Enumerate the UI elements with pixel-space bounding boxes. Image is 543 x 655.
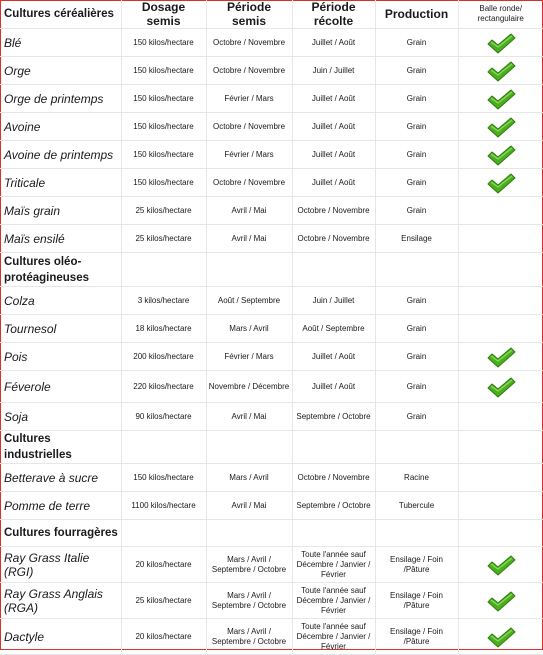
bale-cell <box>458 315 543 343</box>
empty-cell <box>206 520 292 547</box>
crop-name: Maïs grain <box>0 197 121 225</box>
empty-cell <box>121 520 206 547</box>
harvest-cell: Toute l'année sauf Décembre / Janvier / Février <box>292 619 375 655</box>
header-row <box>0 0 543 29</box>
checkmark-icon <box>486 90 516 107</box>
sowing-cell: Novembre / Décembre <box>206 371 292 403</box>
table-row <box>0 141 543 169</box>
sowing-cell: Octobre / Novembre <box>206 113 292 141</box>
crop-name: Ray Grass Italie (RGI) <box>0 547 121 583</box>
crop-name: Orge de printemps <box>0 85 121 113</box>
harvest-cell: Juillet / Août <box>292 169 375 197</box>
harvest-cell: Septembre / Octobre <box>292 403 375 431</box>
crop-name: Blé <box>0 29 121 57</box>
table-row <box>0 619 543 655</box>
production-cell: Racine <box>375 464 458 492</box>
dosage-cell: 150 kilos/hectare <box>121 113 206 141</box>
dosage-cell: 150 kilos/hectare <box>121 29 206 57</box>
table-row <box>0 371 543 403</box>
empty-cell <box>375 520 458 547</box>
crop-name: Betterave à sucre <box>0 464 121 492</box>
checkmark-icon <box>486 348 516 365</box>
crop-name: Pois <box>0 343 121 371</box>
dosage-cell: 150 kilos/hectare <box>121 57 206 85</box>
crop-name: Maïs ensilé <box>0 225 121 253</box>
checkmark-icon <box>486 592 516 609</box>
dosage-cell: 25 kilos/hectare <box>121 225 206 253</box>
checkmark-icon <box>486 556 516 573</box>
crop-name: Pomme de terre <box>0 492 121 520</box>
checkmark-icon <box>486 146 516 163</box>
harvest-cell: Juillet / Août <box>292 113 375 141</box>
table-row <box>0 315 543 343</box>
empty-cell <box>292 431 375 464</box>
dosage-cell: 20 kilos/hectare <box>121 547 206 583</box>
crop-name: Dactyle <box>0 619 121 655</box>
table-row <box>0 29 543 57</box>
harvest-cell: Août / Septembre <box>292 315 375 343</box>
harvest-cell: Juin / Juillet <box>292 57 375 85</box>
production-cell: Grain <box>375 57 458 85</box>
sowing-cell: Mars / Avril <box>206 315 292 343</box>
crop-name: Triticale <box>0 169 121 197</box>
sowing-cell: Août / Septembre <box>206 287 292 315</box>
dosage-cell: 3 kilos/hectare <box>121 287 206 315</box>
harvest-cell: Toute l'année sauf Décembre / Janvier / Février <box>292 583 375 619</box>
bale-cell <box>458 197 543 225</box>
production-cell: Grain <box>375 371 458 403</box>
table-row <box>0 492 543 520</box>
checkmark-icon <box>486 378 516 395</box>
bale-cell <box>458 29 543 57</box>
harvest-cell: Juillet / Août <box>292 371 375 403</box>
crop-name: Orge <box>0 57 121 85</box>
checkmark-icon <box>486 174 516 191</box>
crop-name: Avoine <box>0 113 121 141</box>
checkmark-icon <box>486 62 516 79</box>
empty-cell <box>458 431 543 464</box>
harvest-cell: Octobre / Novembre <box>292 225 375 253</box>
header-crop: Cultures céréalières <box>0 0 121 29</box>
table-row <box>0 57 543 85</box>
empty-cell <box>375 431 458 464</box>
harvest-cell: Octobre / Novembre <box>292 197 375 225</box>
dosage-cell: 150 kilos/hectare <box>121 85 206 113</box>
table-row <box>0 169 543 197</box>
production-cell: Tubercule <box>375 492 458 520</box>
table-row <box>0 85 543 113</box>
checkmark-icon <box>486 118 516 135</box>
dosage-cell: 25 kilos/hectare <box>121 583 206 619</box>
sowing-cell: Octobre / Novembre <box>206 29 292 57</box>
sowing-cell: Mars / Avril <box>206 464 292 492</box>
crop-name: Tournesol <box>0 315 121 343</box>
sowing-cell: Octobre / Novembre <box>206 57 292 85</box>
header-dosage: Dosage semis <box>121 0 206 29</box>
harvest-cell: Juillet / Août <box>292 29 375 57</box>
dosage-cell: 220 kilos/hectare <box>121 371 206 403</box>
production-cell: Ensilage <box>375 225 458 253</box>
table-row <box>0 547 543 583</box>
sowing-cell: Avril / Mai <box>206 197 292 225</box>
bale-cell <box>458 403 543 431</box>
section-row <box>0 431 543 464</box>
production-cell: Grain <box>375 343 458 371</box>
production-cell: Grain <box>375 29 458 57</box>
section-title: Cultures industrielles <box>0 431 121 464</box>
sowing-cell: Octobre / Novembre <box>206 169 292 197</box>
empty-cell <box>292 520 375 547</box>
bale-cell <box>458 141 543 169</box>
harvest-cell: Juillet / Août <box>292 85 375 113</box>
empty-cell <box>206 253 292 287</box>
header-bale: Balle ronde/ rectangulaire <box>458 0 543 29</box>
table-row <box>0 197 543 225</box>
empty-cell <box>292 253 375 287</box>
table-row <box>0 583 543 619</box>
bale-cell <box>458 287 543 315</box>
header-harvest: Période récolte <box>292 0 375 29</box>
dosage-cell: 150 kilos/hectare <box>121 169 206 197</box>
empty-cell <box>121 253 206 287</box>
table-body <box>0 29 543 655</box>
dosage-cell: 200 kilos/hectare <box>121 343 206 371</box>
sowing-cell: Avril / Mai <box>206 225 292 253</box>
sowing-cell: Février / Mars <box>206 85 292 113</box>
bale-cell <box>458 113 543 141</box>
bale-cell <box>458 85 543 113</box>
sowing-cell: Mars / Avril / Septembre / Octobre <box>206 547 292 583</box>
table-row <box>0 464 543 492</box>
bale-cell <box>458 225 543 253</box>
production-cell: Grain <box>375 85 458 113</box>
empty-cell <box>121 431 206 464</box>
table-row <box>0 225 543 253</box>
dosage-cell: 150 kilos/hectare <box>121 141 206 169</box>
bale-cell <box>458 547 543 583</box>
table-row <box>0 343 543 371</box>
production-cell: Grain <box>375 403 458 431</box>
harvest-cell: Juin / Juillet <box>292 287 375 315</box>
bale-cell <box>458 169 543 197</box>
sowing-cell: Avril / Mai <box>206 492 292 520</box>
production-cell: Grain <box>375 197 458 225</box>
production-cell: Grain <box>375 141 458 169</box>
sowing-cell: Mars / Avril / Septembre / Octobre <box>206 619 292 655</box>
dosage-cell: 90 kilos/hectare <box>121 403 206 431</box>
sowing-cell: Février / Mars <box>206 141 292 169</box>
crop-name: Ray Grass Anglais (RGA) <box>0 583 121 619</box>
production-cell: Ensilage / Foin /Pâture <box>375 547 458 583</box>
sowing-cell: Mars / Avril / Septembre / Octobre <box>206 583 292 619</box>
table-row <box>0 113 543 141</box>
sowing-cell: Février / Mars <box>206 343 292 371</box>
dosage-cell: 25 kilos/hectare <box>121 197 206 225</box>
checkmark-icon <box>486 34 516 51</box>
section-title: Cultures fourragères <box>0 520 121 547</box>
production-cell: Grain <box>375 315 458 343</box>
bale-cell <box>458 343 543 371</box>
crop-name: Soja <box>0 403 121 431</box>
empty-cell <box>458 253 543 287</box>
bale-cell <box>458 619 543 655</box>
dosage-cell: 1100 kilos/hectare <box>121 492 206 520</box>
sowing-cell: Avril / Mai <box>206 403 292 431</box>
production-cell: Grain <box>375 169 458 197</box>
table-row <box>0 287 543 315</box>
bale-cell <box>458 464 543 492</box>
header-sowing: Période semis <box>206 0 292 29</box>
crop-name: Avoine de printemps <box>0 141 121 169</box>
harvest-cell: Toute l'année sauf Décembre / Janvier / Février <box>292 547 375 583</box>
harvest-cell: Septembre / Octobre <box>292 492 375 520</box>
crop-name: Colza <box>0 287 121 315</box>
empty-cell <box>206 431 292 464</box>
dosage-cell: 20 kilos/hectare <box>121 619 206 655</box>
table-row <box>0 403 543 431</box>
empty-cell <box>458 520 543 547</box>
section-row <box>0 520 543 547</box>
production-cell: Grain <box>375 287 458 315</box>
dosage-cell: 18 kilos/hectare <box>121 315 206 343</box>
bale-cell <box>458 492 543 520</box>
production-cell: Ensilage / Foin /Pâture <box>375 619 458 655</box>
bale-cell <box>458 371 543 403</box>
production-cell: Ensilage / Foin /Pâture <box>375 583 458 619</box>
harvest-cell: Octobre / Novembre <box>292 464 375 492</box>
checkmark-icon <box>486 628 516 645</box>
header-production: Production <box>375 0 458 29</box>
section-title: Cultures oléo-protéagineuses <box>0 253 121 287</box>
dosage-cell: 150 kilos/hectare <box>121 464 206 492</box>
empty-cell <box>375 253 458 287</box>
bale-cell <box>458 57 543 85</box>
crop-name: Féverole <box>0 371 121 403</box>
production-cell: Grain <box>375 113 458 141</box>
harvest-cell: Juillet / Août <box>292 141 375 169</box>
section-row <box>0 253 543 287</box>
harvest-cell: Juillet / Août <box>292 343 375 371</box>
bale-cell <box>458 583 543 619</box>
